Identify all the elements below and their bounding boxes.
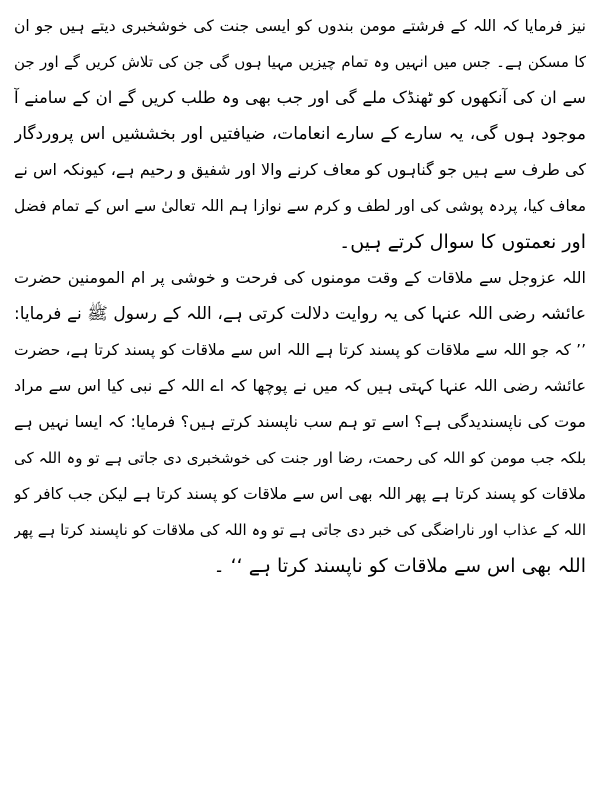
text-line: اللہ بھی اس سے ملاقات کو ناپسند کرتا ہے ‘‘ ۔ [213, 555, 586, 577]
text-line: کی طرف سے ہیں جو گناہوں کو معاف کرنے والا اور شفیق و رحیم ہے، کیونکہ اس نے [14, 160, 586, 179]
paragraph-angels-glad-tidings [14, 8, 586, 260]
text-line: اور نعمتوں کا سوال کرتے ہیں۔ [339, 231, 586, 253]
text-line: اللہ عزوجل سے ملاقات کے وقت مومنوں کی فرحت و خوشی پر ام المومنین حضرت [14, 268, 586, 287]
text-line: ملاقات کو پسند کرتا ہے پھر اللہ بھی اس سے ملاقات کو پسند کرتا ہے لیکن جب کافر کو [14, 485, 586, 503]
text-line: معاف کیا، پردہ پوشی کی اور لطف و کرم سے نوازا ہم اللہ تعالیٰ سے اس کے تمام فضل [14, 197, 586, 215]
paragraph-hadith-intro [14, 260, 586, 332]
text-line: ’’ کہ جو اللہ سے ملاقات کو پسند کرتا ہے اللہ اس سے ملاقات کو پسند کرتا ہے، حضرت [14, 341, 586, 359]
text-line: سے ان کی آنکھوں کو ٹھنڈک ملے گی اور جب بھی وہ طلب کریں گے ان کے سامنے آ [14, 88, 586, 107]
text-line: موجود ہوں گی، یہ سارے کے سارے انعامات، ضیافتیں اور بخششیں اس پروردگار [14, 124, 586, 144]
paragraph-hadith-quote [14, 332, 586, 584]
text-line: عائشہ رضی اللہ عنہا کی یہ روایت دلالت کرتی ہے، اللہ کے رسول ﷺ نے فرمایا: [14, 304, 586, 324]
text-line: کا مسکن ہے۔ جس میں انہیں وہ تمام چیزیں مہیا ہوں گی جن کی تلاش کریں گے اور جن [14, 53, 586, 71]
text-line: بلکہ جب مومن کو اللہ کی رحمت، رضا اور جنت کی خوشخبری دی جاتی ہے تو وہ اللہ کی [14, 449, 586, 467]
text-line: اللہ کے عذاب اور ناراضگی کی خبر دی جاتی ہے تو وہ اللہ کی ملاقات کو ناپسند کرتا ہے پھر [14, 521, 586, 539]
text-line: عائشہ رضی اللہ عنہا کہتی ہیں کہ میں نے پوچھا کہ اے اللہ کے نبی کیا اس سے مراد [14, 376, 586, 395]
text-line: موت کی ناپسندیدگی ہے؟ اسے تو ہم سب ناپسند کرتے ہیں؟ فرمایا: کہ ایسا نہیں ہے [14, 412, 586, 431]
text-line: نیز فرمایا کہ اللہ کے فرشتے مومن بندوں کو ایسی جنت کی خوشخبری دیتے ہیں جو ان [14, 17, 586, 35]
